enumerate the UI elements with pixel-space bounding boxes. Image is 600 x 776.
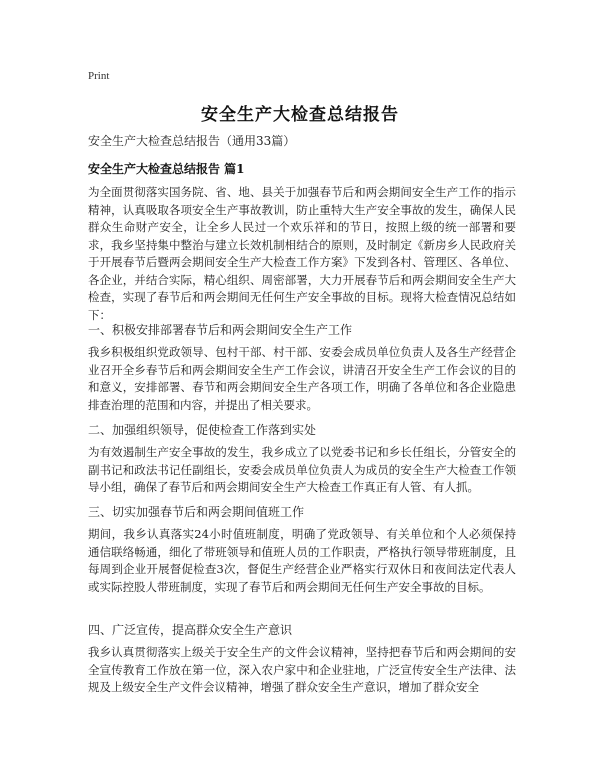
section-body-2: 为有效遏制生产安全事故的发生，我乡成立了以党委书记和乡长任组长，分管安全的副书记和政法书记任副组长，安委会成员单位负责人为成员的安全生产大检查工作领导小组，确保了春节后和两会期间安全生产大检查工作真正有人管、有人抓。: [88, 445, 516, 494]
section-heading-2: 二、加强组织领导，促使检查工作落到实处: [88, 423, 317, 437]
section-body-1: 我乡积极组织党政领导、包村干部、村干部、安委会成员单位负责人及各生产经营企业召开全乡春节后和两会期间安全生产工作会议，讲清召开安全生产工作会议的目的和意义，安排部署、春节和两会期间安全生产各项工作，明确了各单位和各企业隐患排查治理的范围和内容，并提出了相关要求。: [88, 345, 516, 412]
document-title: 安全生产大检查总结报告: [201, 105, 399, 125]
section-heading-1: 一、积极安排部署春节后和两会期间安全生产工作: [88, 323, 353, 337]
print-label: Print: [88, 70, 110, 82]
section-heading-3: 三、切实加强春节后和两会期间值班工作: [88, 505, 305, 519]
section-body-4: 我乡认真贯彻落实上级关于安全生产的文件会议精神，坚持把春节后和两会期间的安全宣传教育工作放在第一位，深入农户家中和企业驻地，广泛宣传安全生产法律、法规及上级安全生产文件会议精神，增强了群众安全生产意识，增加了群众安全: [88, 645, 516, 694]
section-heading-4: 四、广泛宣传，提高群众安全生产意识: [88, 623, 293, 637]
section-body-3: 期间，我乡认真落实24小时值班制度，明确了党政领导、有关单位和个人必须保持通信联络畅通，细化了带班领导和值班人员的工作职责，严格执行领导带班制度，且每周到企业开展督促检查3次，督促生产经营企业严格实行双休日和夜间法定代表人或实际控股人带班制度，实现了春节后和两会期间无任何生产安全事故的目标。: [88, 527, 516, 594]
section-title: 安全生产大检查总结报告 篇1: [88, 162, 245, 176]
intro-paragraph: 为全面贯彻落实国务院、省、地、县关于加强春节后和两会期间安全生产工作的指示精神，认真吸取各项安全生产事故教训，防止重特大生产安全事故的发生，确保人民群众生命财产安全，让全乡人民过一个欢乐祥和的节日，按照上级的统一部署和要求，我乡坚持集中整治与建立长效机制相结合的原则，及时制定《新房乡人民政府关于开展春节后暨两会期间安全生产大检查工作方案》下发到各村、管理区、各单位、各企业，并结合实际，精心组织、周密部署，大力开展春节后和两会期间安全生产大检查，实现了春节后和两会期间无任何生产安全事故的目标。现将大检查情况总结如下：: [88, 185, 516, 322]
document-subtitle: 安全生产大检查总结报告（通用33篇）: [88, 134, 296, 148]
